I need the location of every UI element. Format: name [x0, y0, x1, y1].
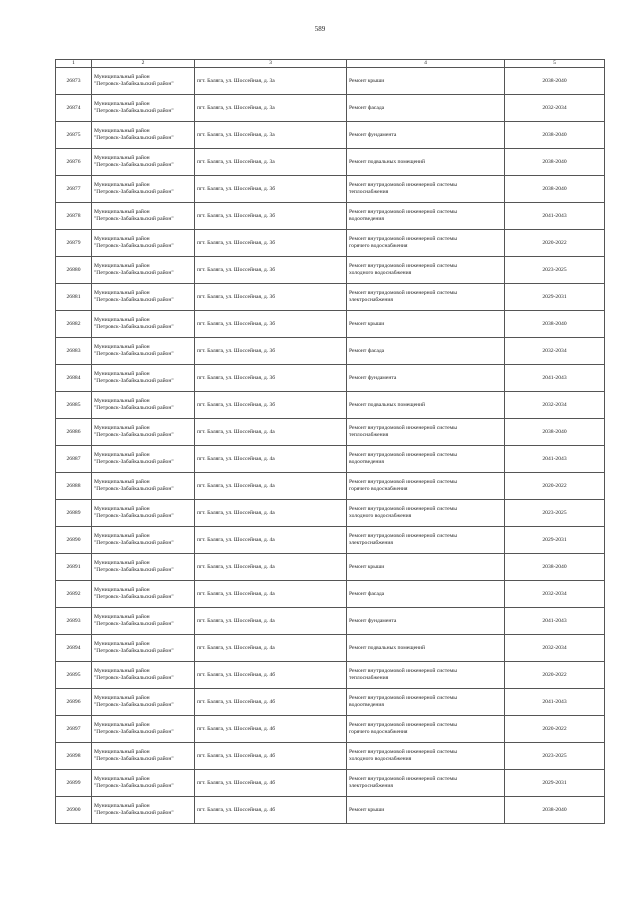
- row-number: 26883: [56, 338, 92, 365]
- period-cell: 2032-2034: [505, 392, 605, 419]
- work-type-cell: [347, 635, 505, 662]
- municipality-cell: [92, 743, 195, 770]
- municipality-line-2: "Петровск-Забайкальский район": [94, 621, 174, 627]
- period-cell: 2029-2031: [505, 770, 605, 797]
- period-cell: 2038-2040: [505, 176, 605, 203]
- municipality-line-1: Муниципальный район: [94, 398, 150, 404]
- table-row: [56, 689, 605, 716]
- municipality-cell: [92, 770, 195, 797]
- municipality-cell: [92, 392, 195, 419]
- row-number: 26892: [56, 581, 92, 608]
- work-type-line-1: Ремонт внутридомовой инженерной системы: [349, 533, 457, 539]
- row-number: 26877: [56, 176, 92, 203]
- municipality-cell: [92, 554, 195, 581]
- work-type-line-2: холодного водоснабжения: [349, 513, 412, 519]
- municipality-line-2: "Петровск-Забайкальский район": [94, 783, 174, 789]
- municipality-line-2: "Петровск-Забайкальский район": [94, 459, 174, 465]
- work-type-line-1: Ремонт внутридомовой инженерной системы: [349, 263, 457, 269]
- address-cell: пгт. Балягa, ул. Шоссейная, д. 3б: [195, 257, 347, 284]
- work-type-line-2: электроснабжения: [349, 783, 393, 789]
- table-row: [56, 716, 605, 743]
- municipality-line-2: "Петровск-Забайкальский район": [94, 81, 174, 87]
- municipality-line-2: "Петровск-Забайкальский район": [94, 432, 174, 438]
- address-cell: пгт. Балягa, ул. Шоссейная, д. 4б: [195, 770, 347, 797]
- work-type-cell: [347, 149, 505, 176]
- table-row: [56, 392, 605, 419]
- row-number: 26895: [56, 662, 92, 689]
- period-cell: 2020-2022: [505, 230, 605, 257]
- row-number: 26881: [56, 284, 92, 311]
- municipality-cell: [92, 176, 195, 203]
- column-header-2: 2: [92, 60, 195, 68]
- work-type-line-1: Ремонт подвальных помещений: [349, 644, 426, 651]
- column-header-5: 5: [505, 60, 605, 68]
- municipality-cell: [92, 230, 195, 257]
- municipality-line-2: "Петровск-Забайкальский район": [94, 810, 174, 816]
- address-cell: пгт. Балягa, ул. Шоссейная, д. 3б: [195, 392, 347, 419]
- row-number: 26899: [56, 770, 92, 797]
- page-number: 589: [314, 25, 326, 33]
- row-number: 26878: [56, 203, 92, 230]
- work-type-cell: [347, 68, 505, 95]
- table-row: [56, 635, 605, 662]
- table-row: [56, 230, 605, 257]
- row-number: 26888: [56, 473, 92, 500]
- work-type-cell: [347, 689, 505, 716]
- municipality-line-2: "Петровск-Забайкальский район": [94, 189, 174, 195]
- work-type-cell: [347, 770, 505, 797]
- municipality-line-2: "Петровск-Забайкальский район": [94, 297, 174, 303]
- municipality-line-2: "Петровск-Забайкальский район": [94, 567, 174, 573]
- work-type-line-1: Ремонт внутридомовой инженерной системы: [349, 722, 457, 728]
- municipality-cell: [92, 365, 195, 392]
- period-cell: 2038-2040: [505, 797, 605, 824]
- work-type-line-1: Ремонт фасада: [349, 590, 385, 597]
- work-type-line-1: Ремонт подвальных помещений: [349, 401, 426, 408]
- work-type-line-2: теплоснабжения: [349, 432, 389, 438]
- municipality-line-1: Муниципальный район: [94, 452, 150, 458]
- address-cell: пгт. Балягa, ул. Шоссейная, д. 3б: [195, 176, 347, 203]
- table-row: [56, 95, 605, 122]
- address-cell: пгт. Балягa, ул. Шоссейная, д. 3б: [195, 311, 347, 338]
- municipality-line-2: "Петровск-Забайкальский район": [94, 702, 174, 708]
- address-cell: пгт. Балягa, ул. Шоссейная, д. 4а: [195, 500, 347, 527]
- row-number: 26884: [56, 365, 92, 392]
- work-type-line-1: Ремонт внутридомовой инженерной системы: [349, 668, 457, 674]
- municipality-line-1: Муниципальный район: [94, 776, 150, 782]
- address-cell: пгт. Балягa, ул. Шоссейная, д. 4б: [195, 797, 347, 824]
- work-type-cell: [347, 554, 505, 581]
- municipality-line-1: Муниципальный район: [94, 317, 150, 323]
- municipality-line-2: "Петровск-Забайкальский район": [94, 216, 174, 222]
- municipality-line-1: Муниципальный район: [94, 209, 150, 215]
- period-cell: 2029-2031: [505, 527, 605, 554]
- work-type-line-1: Ремонт крыши: [349, 806, 385, 813]
- municipality-cell: [92, 446, 195, 473]
- column-header-1: 1: [56, 60, 92, 68]
- address-cell: пгт. Балягa, ул. Шоссейная, д. 4а: [195, 419, 347, 446]
- table-row: [56, 122, 605, 149]
- work-type-cell: [347, 230, 505, 257]
- work-type-line-2: теплоснабжения: [349, 675, 389, 681]
- table-row: [56, 257, 605, 284]
- row-number: 26879: [56, 230, 92, 257]
- column-header-3: 3: [195, 60, 347, 68]
- work-type-cell: [347, 473, 505, 500]
- work-type-line-1: Ремонт крыши: [349, 563, 385, 570]
- work-type-line-2: холодного водоснабжения: [349, 270, 412, 276]
- row-number: 26874: [56, 95, 92, 122]
- municipality-line-1: Муниципальный район: [94, 506, 150, 512]
- municipality-line-1: Муниципальный район: [94, 533, 150, 539]
- address-cell: пгт. Балягa, ул. Шоссейная, д. 3а: [195, 68, 347, 95]
- table-row: [56, 581, 605, 608]
- municipality-cell: [92, 95, 195, 122]
- period-cell: 2041-2043: [505, 365, 605, 392]
- municipality-cell: [92, 122, 195, 149]
- period-cell: 2041-2043: [505, 446, 605, 473]
- work-type-cell: [347, 95, 505, 122]
- municipality-line-2: "Петровск-Забайкальский район": [94, 513, 174, 519]
- address-cell: пгт. Балягa, ул. Шоссейная, д. 4б: [195, 743, 347, 770]
- work-type-line-2: холодного водоснабжения: [349, 756, 412, 762]
- address-cell: пгт. Балягa, ул. Шоссейная, д. 4б: [195, 662, 347, 689]
- table-row: [56, 365, 605, 392]
- work-type-cell: [347, 392, 505, 419]
- work-type-line-1: Ремонт внутридомовой инженерной системы: [349, 209, 457, 215]
- table-header: [56, 60, 605, 68]
- work-type-cell: [347, 257, 505, 284]
- municipality-cell: [92, 68, 195, 95]
- work-type-cell: [347, 527, 505, 554]
- period-cell: 2032-2034: [505, 338, 605, 365]
- period-cell: 2038-2040: [505, 122, 605, 149]
- work-type-cell: [347, 203, 505, 230]
- table-row: [56, 662, 605, 689]
- address-cell: пгт. Балягa, ул. Шоссейная, д. 4а: [195, 608, 347, 635]
- address-cell: пгт. Балягa, ул. Шоссейная, д. 4б: [195, 716, 347, 743]
- table-row: [56, 554, 605, 581]
- column-header-4: 4: [347, 60, 505, 68]
- municipality-line-1: Муниципальный район: [94, 182, 150, 188]
- municipality-line-2: "Петровск-Забайкальский район": [94, 243, 174, 249]
- period-cell: 2038-2040: [505, 554, 605, 581]
- work-type-line-2: горячего водоснабжения: [349, 729, 408, 735]
- work-type-line-1: Ремонт внутридомовой инженерной системы: [349, 749, 457, 755]
- table-row: [56, 608, 605, 635]
- row-number: 26891: [56, 554, 92, 581]
- municipality-line-1: Муниципальный район: [94, 344, 150, 350]
- municipality-line-1: Муниципальный район: [94, 371, 150, 377]
- period-cell: 2032-2034: [505, 581, 605, 608]
- municipality-line-1: Муниципальный район: [94, 641, 150, 647]
- municipality-line-2: "Петровск-Забайкальский район": [94, 486, 174, 492]
- address-cell: пгт. Балягa, ул. Шоссейная, д. 3б: [195, 284, 347, 311]
- municipality-cell: [92, 149, 195, 176]
- row-number: 26893: [56, 608, 92, 635]
- row-number: 26896: [56, 689, 92, 716]
- municipality-cell: [92, 716, 195, 743]
- municipality-cell: [92, 311, 195, 338]
- address-cell: пгт. Балягa, ул. Шоссейная, д. 4а: [195, 473, 347, 500]
- work-type-line-1: Ремонт внутридомовой инженерной системы: [349, 236, 457, 242]
- work-type-line-2: теплоснабжения: [349, 189, 389, 195]
- table-row: [56, 770, 605, 797]
- table-row: [56, 68, 605, 95]
- row-number: 26875: [56, 122, 92, 149]
- table-row: [56, 446, 605, 473]
- period-cell: 2041-2043: [505, 608, 605, 635]
- municipality-line-1: Муниципальный район: [94, 101, 150, 107]
- municipality-cell: [92, 284, 195, 311]
- municipality-line-1: Муниципальный район: [94, 290, 150, 296]
- municipality-cell: [92, 338, 195, 365]
- table-row: [56, 419, 605, 446]
- address-cell: пгт. Балягa, ул. Шоссейная, д. 4а: [195, 527, 347, 554]
- municipality-line-1: Муниципальный район: [94, 668, 150, 674]
- repair-schedule-table: [55, 59, 605, 824]
- work-type-line-2: горячего водоснабжения: [349, 486, 408, 492]
- row-number: 26898: [56, 743, 92, 770]
- municipality-line-1: Муниципальный район: [94, 236, 150, 242]
- row-number: 26890: [56, 527, 92, 554]
- municipality-line-1: Муниципальный район: [94, 560, 150, 566]
- work-type-cell: [347, 662, 505, 689]
- work-type-line-2: электроснабжения: [349, 297, 393, 303]
- municipality-line-2: "Петровск-Забайкальский район": [94, 405, 174, 411]
- municipality-line-1: Муниципальный район: [94, 722, 150, 728]
- address-cell: пгт. Балягa, ул. Шоссейная, д. 4а: [195, 581, 347, 608]
- work-type-line-1: Ремонт внутридомовой инженерной системы: [349, 182, 457, 188]
- work-type-line-1: Ремонт крыши: [349, 320, 385, 327]
- period-cell: 2041-2043: [505, 689, 605, 716]
- work-type-line-1: Ремонт крыши: [349, 77, 385, 84]
- work-type-line-2: водоотведения: [349, 459, 384, 465]
- period-cell: 2032-2034: [505, 95, 605, 122]
- municipality-line-2: "Петровск-Забайкальский район": [94, 351, 174, 357]
- municipality-line-1: Муниципальный район: [94, 803, 150, 809]
- address-cell: пгт. Балягa, ул. Шоссейная, д. 4а: [195, 554, 347, 581]
- municipality-line-1: Муниципальный район: [94, 695, 150, 701]
- address-cell: пгт. Балягa, ул. Шоссейная, д. 3б: [195, 203, 347, 230]
- work-type-line-1: Ремонт внутридомовой инженерной системы: [349, 290, 457, 296]
- work-type-line-2: электроснабжения: [349, 540, 393, 546]
- row-number: 26885: [56, 392, 92, 419]
- work-type-line-1: Ремонт фундамента: [349, 131, 397, 138]
- address-cell: пгт. Балягa, ул. Шоссейная, д. 3б: [195, 365, 347, 392]
- municipality-line-1: Муниципальный район: [94, 263, 150, 269]
- municipality-line-1: Муниципальный район: [94, 74, 150, 80]
- work-type-cell: [347, 797, 505, 824]
- work-type-line-1: Ремонт внутридомовой инженерной системы: [349, 452, 457, 458]
- table-row: [56, 500, 605, 527]
- period-cell: 2032-2034: [505, 635, 605, 662]
- work-type-cell: [347, 500, 505, 527]
- row-number: 26897: [56, 716, 92, 743]
- work-type-cell: [347, 338, 505, 365]
- row-number: 26886: [56, 419, 92, 446]
- municipality-line-2: "Петровск-Забайкальский район": [94, 135, 174, 141]
- municipality-cell: [92, 527, 195, 554]
- work-type-cell: [347, 581, 505, 608]
- period-cell: 2041-2043: [505, 203, 605, 230]
- table-row: [56, 176, 605, 203]
- period-cell: 2038-2040: [505, 419, 605, 446]
- work-type-line-2: водоотведения: [349, 702, 384, 708]
- municipality-line-2: "Петровск-Забайкальский район": [94, 756, 174, 762]
- work-type-cell: [347, 716, 505, 743]
- table-row: [56, 473, 605, 500]
- municipality-cell: [92, 635, 195, 662]
- municipality-line-1: Муниципальный район: [94, 479, 150, 485]
- work-type-cell: [347, 122, 505, 149]
- work-type-line-1: Ремонт внутридомовой инженерной системы: [349, 425, 457, 431]
- municipality-line-2: "Петровск-Забайкальский район": [94, 270, 174, 276]
- row-number: 26887: [56, 446, 92, 473]
- address-cell: пгт. Балягa, ул. Шоссейная, д. 3а: [195, 95, 347, 122]
- work-type-cell: [347, 446, 505, 473]
- table-row: [56, 338, 605, 365]
- table-body: [56, 68, 605, 824]
- municipality-line-1: Муниципальный район: [94, 614, 150, 620]
- table-row: [56, 527, 605, 554]
- table-row: [56, 743, 605, 770]
- municipality-line-1: Муниципальный район: [94, 587, 150, 593]
- row-number: 26882: [56, 311, 92, 338]
- work-type-line-1: Ремонт внутридомовой инженерной системы: [349, 776, 457, 782]
- municipality-line-1: Муниципальный район: [94, 128, 150, 134]
- table-row: [56, 203, 605, 230]
- row-number: 26900: [56, 797, 92, 824]
- work-type-line-1: Ремонт фундамента: [349, 374, 397, 381]
- work-type-line-1: Ремонт фундамента: [349, 617, 397, 624]
- work-type-cell: [347, 176, 505, 203]
- work-type-line-1: Ремонт фасада: [349, 104, 385, 111]
- work-type-cell: [347, 365, 505, 392]
- row-number: 26873: [56, 68, 92, 95]
- work-type-line-1: Ремонт внутридомовой инженерной системы: [349, 506, 457, 512]
- municipality-line-2: "Петровск-Забайкальский район": [94, 540, 174, 546]
- municipality-cell: [92, 662, 195, 689]
- municipality-line-1: Муниципальный район: [94, 425, 150, 431]
- work-type-line-2: горячего водоснабжения: [349, 243, 408, 249]
- table-row: [56, 311, 605, 338]
- address-cell: пгт. Балягa, ул. Шоссейная, д. 4а: [195, 446, 347, 473]
- municipality-cell: [92, 473, 195, 500]
- row-number: 26880: [56, 257, 92, 284]
- municipality-cell: [92, 797, 195, 824]
- municipality-cell: [92, 500, 195, 527]
- municipality-line-2: "Петровск-Забайкальский район": [94, 648, 174, 654]
- work-type-cell: [347, 608, 505, 635]
- municipality-line-2: "Петровск-Забайкальский район": [94, 675, 174, 681]
- municipality-line-2: "Петровск-Забайкальский район": [94, 378, 174, 384]
- municipality-cell: [92, 689, 195, 716]
- municipality-line-2: "Петровск-Забайкальский район": [94, 162, 174, 168]
- municipality-line-1: Муниципальный район: [94, 155, 150, 161]
- address-cell: пгт. Балягa, ул. Шоссейная, д. 4б: [195, 689, 347, 716]
- municipality-line-2: "Петровск-Забайкальский район": [94, 729, 174, 735]
- period-cell: 2020-2022: [505, 662, 605, 689]
- work-type-line-1: Ремонт фасада: [349, 347, 385, 354]
- period-cell: 2023-2025: [505, 743, 605, 770]
- municipality-cell: [92, 203, 195, 230]
- work-type-line-1: Ремонт внутридомовой инженерной системы: [349, 479, 457, 485]
- work-type-cell: [347, 419, 505, 446]
- address-cell: пгт. Балягa, ул. Шоссейная, д. 3б: [195, 338, 347, 365]
- period-cell: 2038-2040: [505, 149, 605, 176]
- work-type-line-1: Ремонт внутридомовой инженерной системы: [349, 695, 457, 701]
- period-cell: 2029-2031: [505, 284, 605, 311]
- work-type-line-1: Ремонт подвальных помещений: [349, 158, 426, 165]
- municipality-cell: [92, 581, 195, 608]
- address-cell: пгт. Балягa, ул. Шоссейная, д. 4а: [195, 635, 347, 662]
- period-cell: 2020-2022: [505, 716, 605, 743]
- table-row: [56, 797, 605, 824]
- period-cell: 2038-2040: [505, 68, 605, 95]
- address-cell: пгт. Балягa, ул. Шоссейная, д. 3б: [195, 230, 347, 257]
- municipality-line-1: Муниципальный район: [94, 749, 150, 755]
- table-row: [56, 284, 605, 311]
- work-type-cell: [347, 284, 505, 311]
- municipality-line-2: "Петровск-Забайкальский район": [94, 594, 174, 600]
- address-cell: пгт. Балягa, ул. Шоссейная, д. 3а: [195, 149, 347, 176]
- municipality-line-2: "Петровск-Забайкальский район": [94, 324, 174, 330]
- row-number: 26876: [56, 149, 92, 176]
- municipality-cell: [92, 608, 195, 635]
- work-type-line-2: водоотведения: [349, 216, 384, 222]
- header-row: [56, 60, 605, 68]
- work-type-cell: [347, 743, 505, 770]
- row-number: 26889: [56, 500, 92, 527]
- period-cell: 2023-2025: [505, 257, 605, 284]
- table-row: [56, 149, 605, 176]
- municipality-cell: [92, 257, 195, 284]
- work-type-cell: [347, 311, 505, 338]
- address-cell: пгт. Балягa, ул. Шоссейная, д. 3а: [195, 122, 347, 149]
- period-cell: 2038-2040: [505, 311, 605, 338]
- period-cell: 2020-2022: [505, 473, 605, 500]
- municipality-cell: [92, 419, 195, 446]
- period-cell: 2023-2025: [505, 500, 605, 527]
- row-number: 26894: [56, 635, 92, 662]
- municipality-line-2: "Петровск-Забайкальский район": [94, 108, 174, 114]
